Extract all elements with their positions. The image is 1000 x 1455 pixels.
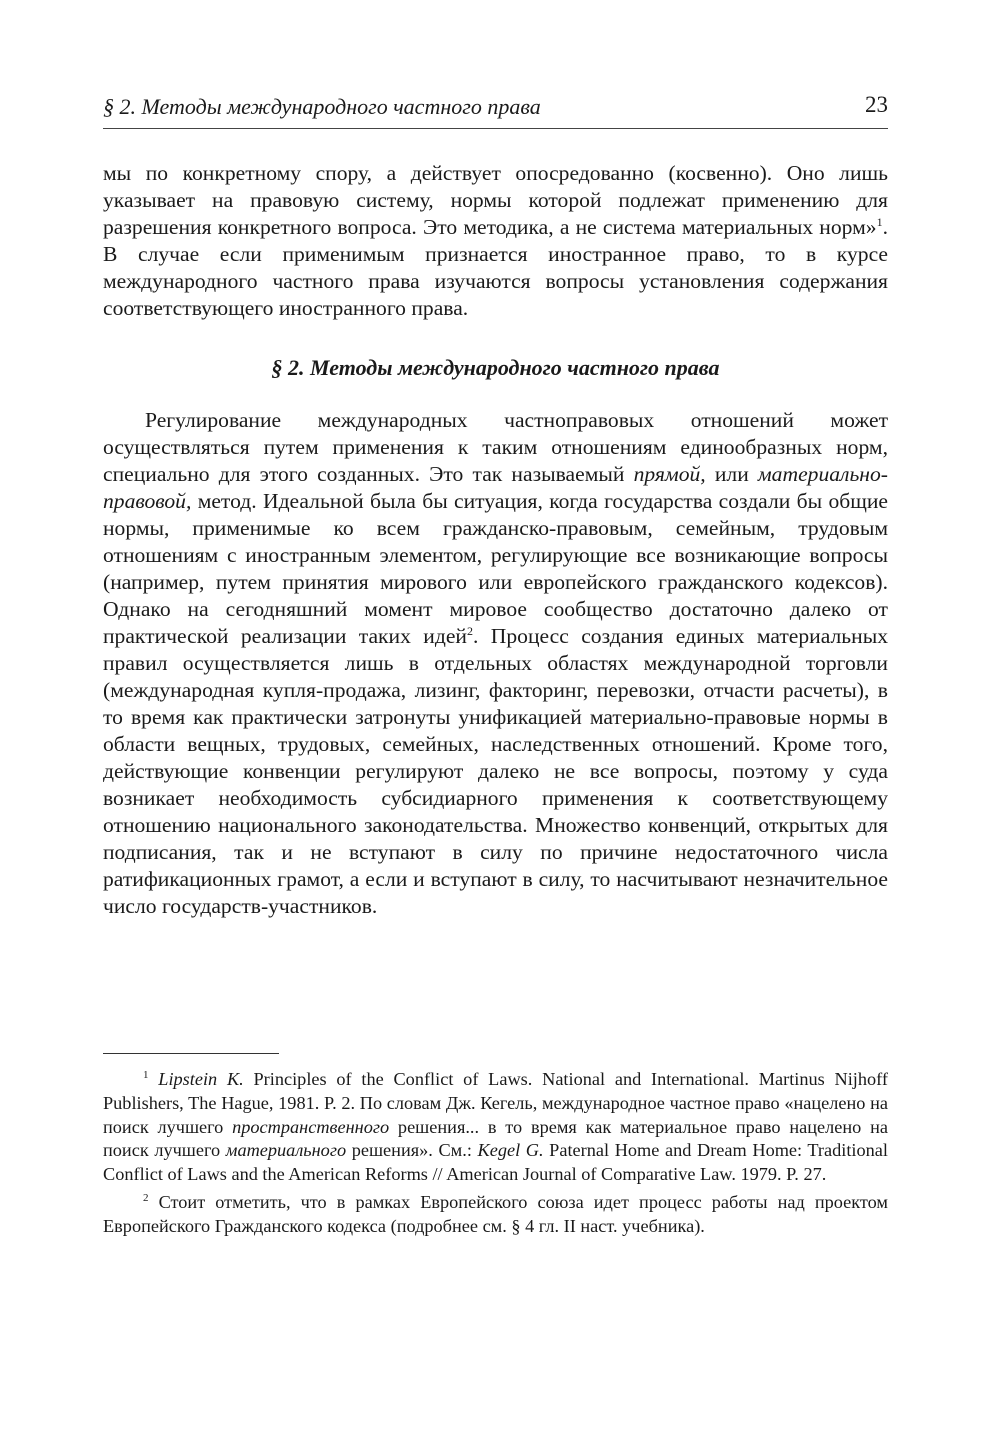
emphasis-term: материально-правовой, [103, 462, 888, 513]
footnote-text: решения». См.: [346, 1140, 478, 1161]
page-header [103, 92, 888, 129]
paragraph-text: или [705, 462, 758, 486]
footnote-number: 2 [143, 1191, 149, 1204]
paragraph-methods [103, 407, 888, 920]
running-title: § 2. Методы международного частного права [103, 94, 541, 119]
paragraph-text: Регулирование международных частноправовых отношений может осуществляться путем применения к таким отношениям единообразных норм, специально для этого созданных. Это так называемый [103, 408, 888, 486]
paragraph-continuation [103, 160, 888, 322]
footnote-separator [103, 1053, 279, 1054]
footnotes [103, 1068, 888, 1239]
footnote-author: Lipstein K. [158, 1069, 244, 1089]
section-heading: § 2. Методы международного частного права [271, 355, 720, 380]
paragraph-text: мы по конкретному спору, а действует опосредованно (косвенно). Оно лишь указывает на правовую систему, нормы которой подлежат применению для разрешения конкретного вопроса. Это методика, а не система материальных норм» [103, 161, 888, 239]
footnote-number: 1 [143, 1068, 149, 1081]
paragraph-text: метод. Идеальной была бы ситуация, когда государства создали бы общие нормы, применимые ко всем гражданско-правовым, семейным, трудовым отношениям с иностранным элементом, регулирующие все возникающие вопросы (например, путем принятия мирового или европейского гражданского кодексов). Однако на сегодняшний момент мировое сообщество достаточно далеко от практической реализации таких идей [103, 489, 888, 648]
emphasis-term: материального [225, 1140, 347, 1161]
page-number: 23 [865, 92, 888, 117]
paragraph-text: . Процесс создания единых материальных правил осуществляется лишь в отдельных областях международной торговли (международная купля-продажа, лизинг, факторинг, перевозки, отчасти расчеты), в то время как практически затронуты унификацией материально-правовые нормы в области вещных, трудовых, семейных, наследственных отношений. Кроме того, действующие конвенции регулируют далеко не все вопросы, поэтому у суда возникает необходимость субсидиарного применения к соответствующему отношению национального законодательства. Множество конвенций, открытых для подписания, так и не вступают в силу по причине недостаточного числа ратификационных грамот, а если и вступают в силу, то насчитывают незначительное число государств-участников. [103, 624, 889, 918]
footnote-text: Principles of the Conflict of Laws. National and International. Martinus Nijhoff Publishers, The Hague, 1981. P. 2. По словам Дж. Кегель, международное частное право «нацелено на поиск лучшего [103, 1069, 888, 1137]
emphasis-term: прямой, [633, 462, 706, 486]
footnote-1 [103, 1068, 888, 1187]
main-text [103, 160, 888, 920]
footnote-text: Стоит отметить, что в рамках Европейского союза идет процесс работы над проектом Европейского Гражданского кодекса (подробнее см. § 4 гл. II наст. учебника). [103, 1191, 888, 1236]
paragraph-text: . В случае если применимым признается иностранное право, то в курсе международного частного права изучаются вопросы установления содержания соответствующего иностранного права. [103, 215, 888, 320]
footnote-ref: 2 [466, 623, 473, 638]
emphasis-term: пространственного [232, 1116, 390, 1137]
footnote-ref: 1 [876, 214, 883, 229]
footnote-2 [103, 1191, 888, 1239]
footnote-text: Paternal Home and Dream Home: Traditional Conflict of Laws and the American Reforms // American Journal of Comparative Law. 1979. P. 27. [103, 1140, 888, 1185]
footnote-author: Kegel G. [477, 1140, 544, 1161]
footnote-text: решения... в то время как материальное право нацелено на поиск лучшего [103, 1116, 888, 1161]
